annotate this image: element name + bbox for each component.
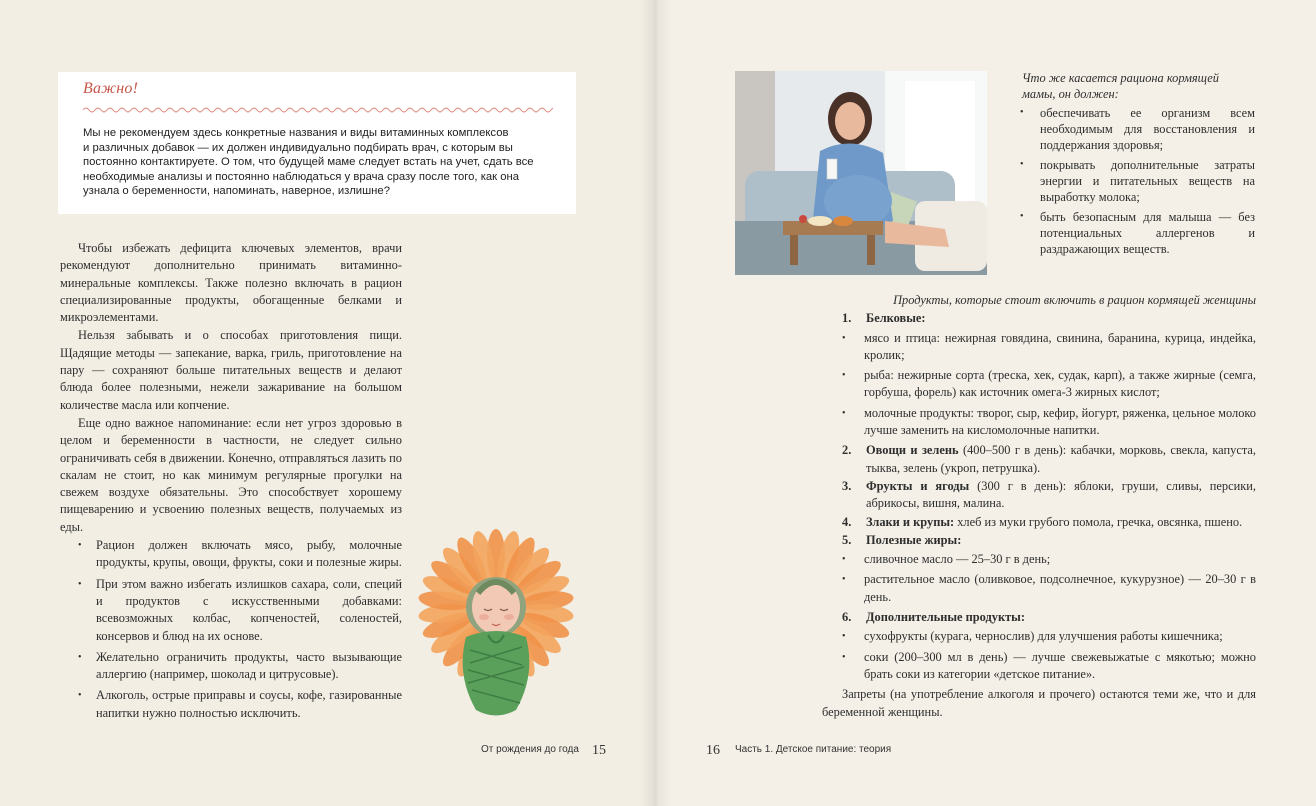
group-title: Белковые: — [866, 311, 926, 326]
flower-baby-illustration — [418, 525, 574, 725]
important-line: узнала о беременности, напоминать, наверное, излишне? — [83, 185, 390, 197]
group-title: Дополнительные продукты: — [866, 610, 1025, 625]
list-item: • Алкоголь, острые приправы и соусы, кофе, газированные напитки нужно полностью исключить. — [60, 687, 402, 722]
products-group — [822, 514, 1256, 531]
list-item: • рыба: нежирные сорта (треска, хек, судак, карп), а также жирные (семга, горбуша, форель) как источник омега-3 жирных кислот; — [822, 367, 1256, 402]
running-footer: Часть 1. Детское питание: теория — [735, 744, 892, 755]
page-number: 16 — [706, 743, 720, 758]
page-number: 15 — [592, 743, 606, 758]
group-title: Фрукты и ягоды — [866, 478, 970, 493]
products-section — [822, 292, 1256, 721]
products-group — [822, 310, 1256, 327]
important-callout — [58, 72, 576, 214]
requirements-list — [1002, 105, 1255, 257]
nursing-mom-requirements — [1002, 70, 1255, 261]
list-item: • соки (200–300 мл в день) — лучше свежевыжатые с мякотью; можно брать соки из категории «детское питание». — [822, 649, 1256, 684]
group-number: 4. — [842, 514, 852, 529]
products-group — [822, 442, 1256, 477]
group-number: 6. — [842, 610, 852, 625]
book-gutter — [640, 0, 672, 806]
group-text: (400–500 г в день): кабачки, морковь, свекла, капуста, тыква, зелень (укроп, петрушка). — [866, 443, 1256, 475]
important-text — [83, 126, 561, 199]
group-text: хлеб из муки грубого помола, гречка, овсянка, пшено. — [954, 514, 1243, 529]
list-item: • сливочное масло — 25–30 г в день; — [822, 551, 1256, 568]
diet-rules-list — [60, 537, 402, 722]
wavy-divider — [83, 106, 553, 114]
group-text: (300 г в день): яблоки, груши, сливы, персики, абрикосы, вишня, малина. — [866, 478, 1256, 511]
list-item: • сухофрукты (курага, чернослив) для улучшения работы кишечника; — [822, 628, 1256, 645]
list-item: • мясо и птица: нежирная говядина, свинина, баранина, курица, индейка, кролик; — [822, 330, 1256, 365]
products-group — [822, 478, 1256, 513]
requirements-heading: Что же касается рациона кормящей мамы, он должен: — [1022, 71, 1219, 101]
closing-paragraph: Запреты (на употребление алкоголя и прочего) остаются теми же, что и для беременной женщины. — [822, 687, 1256, 719]
important-line: и различных добавок — их должен индивидуально подбирать врач, с которым вы — [83, 141, 513, 154]
left-page — [0, 0, 655, 806]
pregnant-woman-photo — [735, 71, 987, 275]
paragraph: Еще одно важное напоминание: если нет угроз здоровью в целом и беременности в частности, не следует сильно ограничивать себя в движении. Конечно, отправляться лазить по скалам не стоит, но как минимум регулярные прогулки на свежем воздухе обязательны. Это способствует хорошему пищеварению и усвоению полезных веществ, получаемых из еды. — [60, 415, 402, 534]
list-item: • Рацион должен включать мясо, рыбу, молочные продукты, крупы, овощи, фрукты, соки и полезные жиры. — [60, 537, 402, 572]
important-line: Мы не рекомендуем здесь конкретные названия и виды витаминных комплексов — [83, 127, 509, 139]
group-number: 5. — [842, 532, 852, 547]
paragraph: Чтобы избежать дефицита ключевых элементов, врачи рекомендуют дополнительно принимать витаминно-минеральные комплексы. Также полезно включать в рацион специализированные продукты, обогащенные белками и микроэлементами. — [60, 241, 402, 325]
list-item: • Желательно ограничить продукты, часто вызывающие аллергию (например, шоколад и цитрусовые). — [60, 649, 402, 684]
group-number: 1. — [842, 311, 852, 326]
group-number: 3. — [842, 478, 852, 493]
important-title: Важно! — [83, 80, 139, 97]
important-line: необходимые анализы и постоянно наблюдаться у врача сразу после того, как она — [83, 170, 520, 183]
group-title: Полезные жиры: — [866, 532, 962, 547]
group-title: Овощи и зелень — [866, 443, 959, 458]
paragraph: Нельзя забывать и о способах приготовления пищи. Щадящие методы — запекание, варка, гриль, приготовление на пару — сохраняют больше питательных веществ и делают блюда более полезными, нежели зажаривание на большом количестве масла или копчение. — [60, 328, 402, 412]
list-item: • молочные продукты: творог, сыр, кефир, йогурт, ряженка, цельное молоко лучше заменить на кисломолочные напитки. — [822, 405, 1256, 440]
list-item: • обеспечивать ее организм всем необходимым для восстановления и поддержания здоровья; — [1002, 105, 1255, 153]
group-title: Злаки и крупы: — [866, 514, 955, 529]
list-item: • быть безопасным для малыша — без потенциальных аллергенов и раздражающих веществ. — [1002, 209, 1255, 257]
group-number: 2. — [842, 443, 852, 458]
products-list — [822, 628, 1256, 683]
products-title: Продукты, которые стоит включить в рацион кормящей женщины — [893, 293, 1256, 307]
list-item: • При этом важно избегать излишков сахара, соли, специй и продуктов с искусственными добавками: всевозможных колбас, копченостей, соленостей, консервов и блюд на их основе. — [60, 576, 402, 645]
products-group — [822, 609, 1256, 626]
important-line: постоянно контактируете. О том, что будущей маме следует встать на учет, сдать все — [83, 156, 534, 168]
running-footer: От рождения до года — [481, 744, 579, 755]
list-item: • растительное масло (оливковое, подсолнечное, кукурузное) — 20–30 г в день. — [822, 571, 1256, 606]
list-item: • покрывать дополнительные затраты энергии и питательных веществ на выработку молока; — [1002, 157, 1255, 205]
products-list — [822, 330, 1256, 440]
products-list — [822, 551, 1256, 606]
left-body-text — [60, 240, 402, 726]
products-group — [822, 532, 1256, 549]
